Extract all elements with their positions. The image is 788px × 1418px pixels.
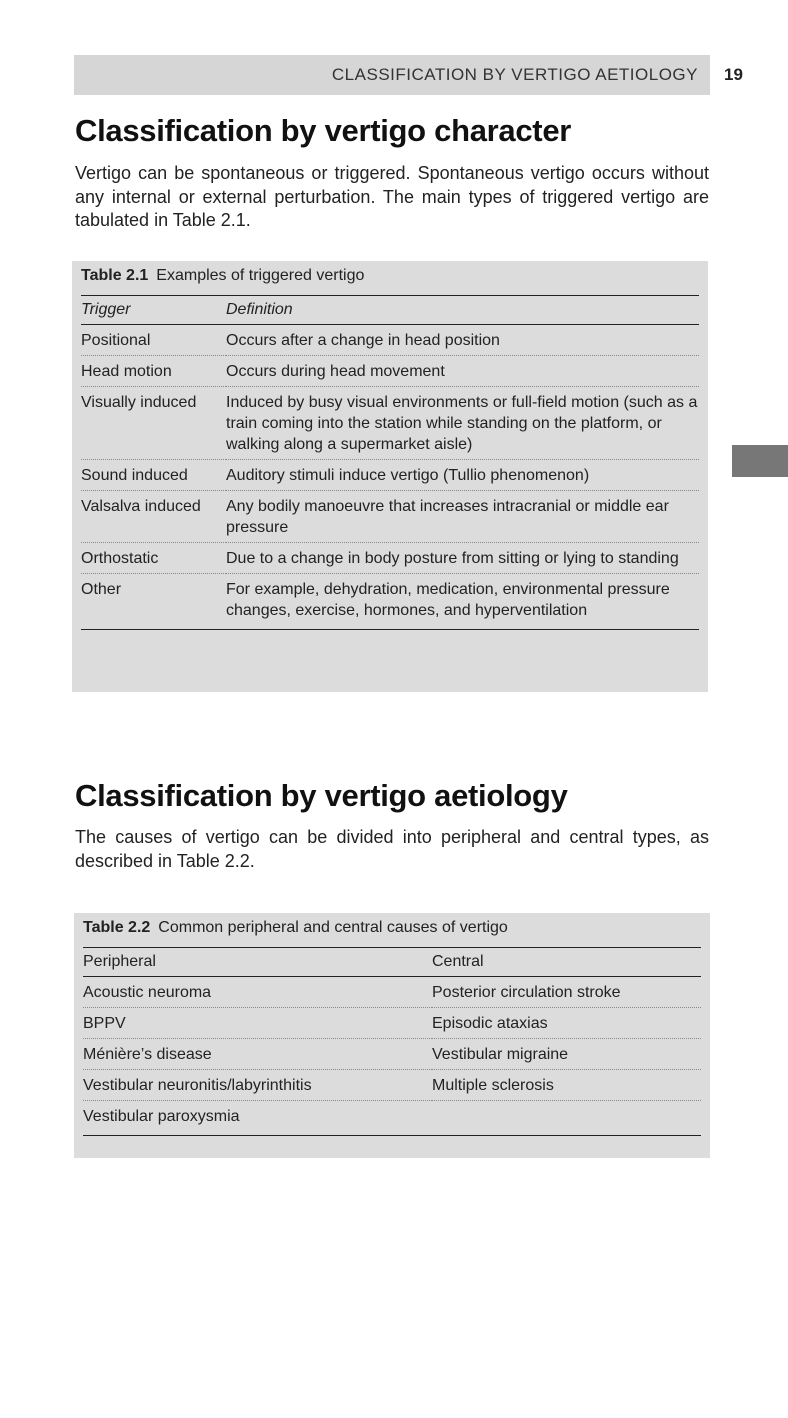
table-cell: Due to a change in body posture from sitting or lying to standing: [226, 543, 699, 574]
table-cell: Multiple sclerosis: [432, 1070, 701, 1101]
table-row: [81, 387, 699, 460]
table-row: [83, 1101, 701, 1136]
running-title: CLASSIFICATION BY VERTIGO AETIOLOGY: [331, 65, 698, 84]
table-cell: Episodic ataxias: [432, 1008, 701, 1039]
table-cell: Acoustic neuroma: [83, 977, 432, 1008]
table-cell: Induced by busy visual environments or full-field motion (such as a train coming into the station while standing on the platform, or walking along a supermarket aisle): [226, 387, 699, 460]
section-paragraph-aetiology: The causes of vertigo can be divided into peripheral and central types, as described in Table 2.2.: [75, 827, 709, 871]
table-cell: Positional: [81, 325, 226, 356]
table-row: [83, 977, 701, 1008]
table-cell: Ménière’s disease: [83, 1039, 432, 1070]
table-cell: Orthostatic: [81, 543, 226, 574]
table-cell: Valsalva induced: [81, 491, 226, 543]
table-cell: Sound induced: [81, 460, 226, 491]
table-cell: Other: [81, 574, 226, 630]
table-cell: For example, dehydration, medication, environmental pressure changes, exercise, hormones, and hyperventilation: [226, 574, 699, 630]
table-cell: Auditory stimuli induce vertigo (Tullio phenomenon): [226, 460, 699, 491]
section-title-aetiology: Classification by vertigo aetiology: [75, 778, 568, 813]
page-number: 19: [724, 65, 743, 84]
table-row: [83, 1008, 701, 1039]
table-label: Table 2.2: [83, 919, 151, 936]
table-cell: Occurs after a change in head position: [226, 325, 699, 356]
table-2-1: [72, 261, 708, 692]
table-cell: Occurs during head movement: [226, 356, 699, 387]
chapter-thumb-tab: [732, 445, 788, 477]
table-cell: Vestibular paroxysmia: [83, 1101, 432, 1136]
table-cell: [432, 1101, 701, 1136]
table-cell: Vestibular neuronitis/labyrinthitis: [83, 1070, 432, 1101]
table-row: [83, 1039, 701, 1070]
table-caption: [81, 267, 708, 285]
table-2-2: [74, 913, 710, 1158]
table-caption-text: Examples of triggered vertigo: [156, 267, 365, 284]
column-header: Trigger: [81, 296, 226, 325]
table-row: [81, 543, 699, 574]
column-header: Peripheral: [83, 948, 432, 977]
table-caption-text: Common peripheral and central causes of vertigo: [158, 919, 508, 936]
column-header: Definition: [226, 296, 699, 325]
table-cell: Head motion: [81, 356, 226, 387]
section-title-character: Classification by vertigo character: [75, 113, 572, 148]
running-header: [74, 55, 710, 95]
table-caption: [83, 919, 710, 937]
table-row: [83, 1070, 701, 1101]
table-row: [81, 491, 699, 543]
table-row: [81, 325, 699, 356]
table-cell: BPPV: [83, 1008, 432, 1039]
table-row: [81, 356, 699, 387]
table-row: [81, 460, 699, 491]
table-label: Table 2.1: [81, 267, 149, 284]
table-cell: Any bodily manoeuvre that increases intracranial or middle ear pressure: [226, 491, 699, 543]
table-row: [81, 574, 699, 630]
table-cell: Posterior circulation stroke: [432, 977, 701, 1008]
table-cell: Vestibular migraine: [432, 1039, 701, 1070]
column-header: Central: [432, 948, 701, 977]
table-cell: Visually induced: [81, 387, 226, 460]
section-paragraph-character: Vertigo can be spontaneous or triggered. Spontaneous vertigo occurs without any internal or external perturbation. The main types of triggered vertigo are tabulated in Table 2.1.: [75, 163, 709, 230]
